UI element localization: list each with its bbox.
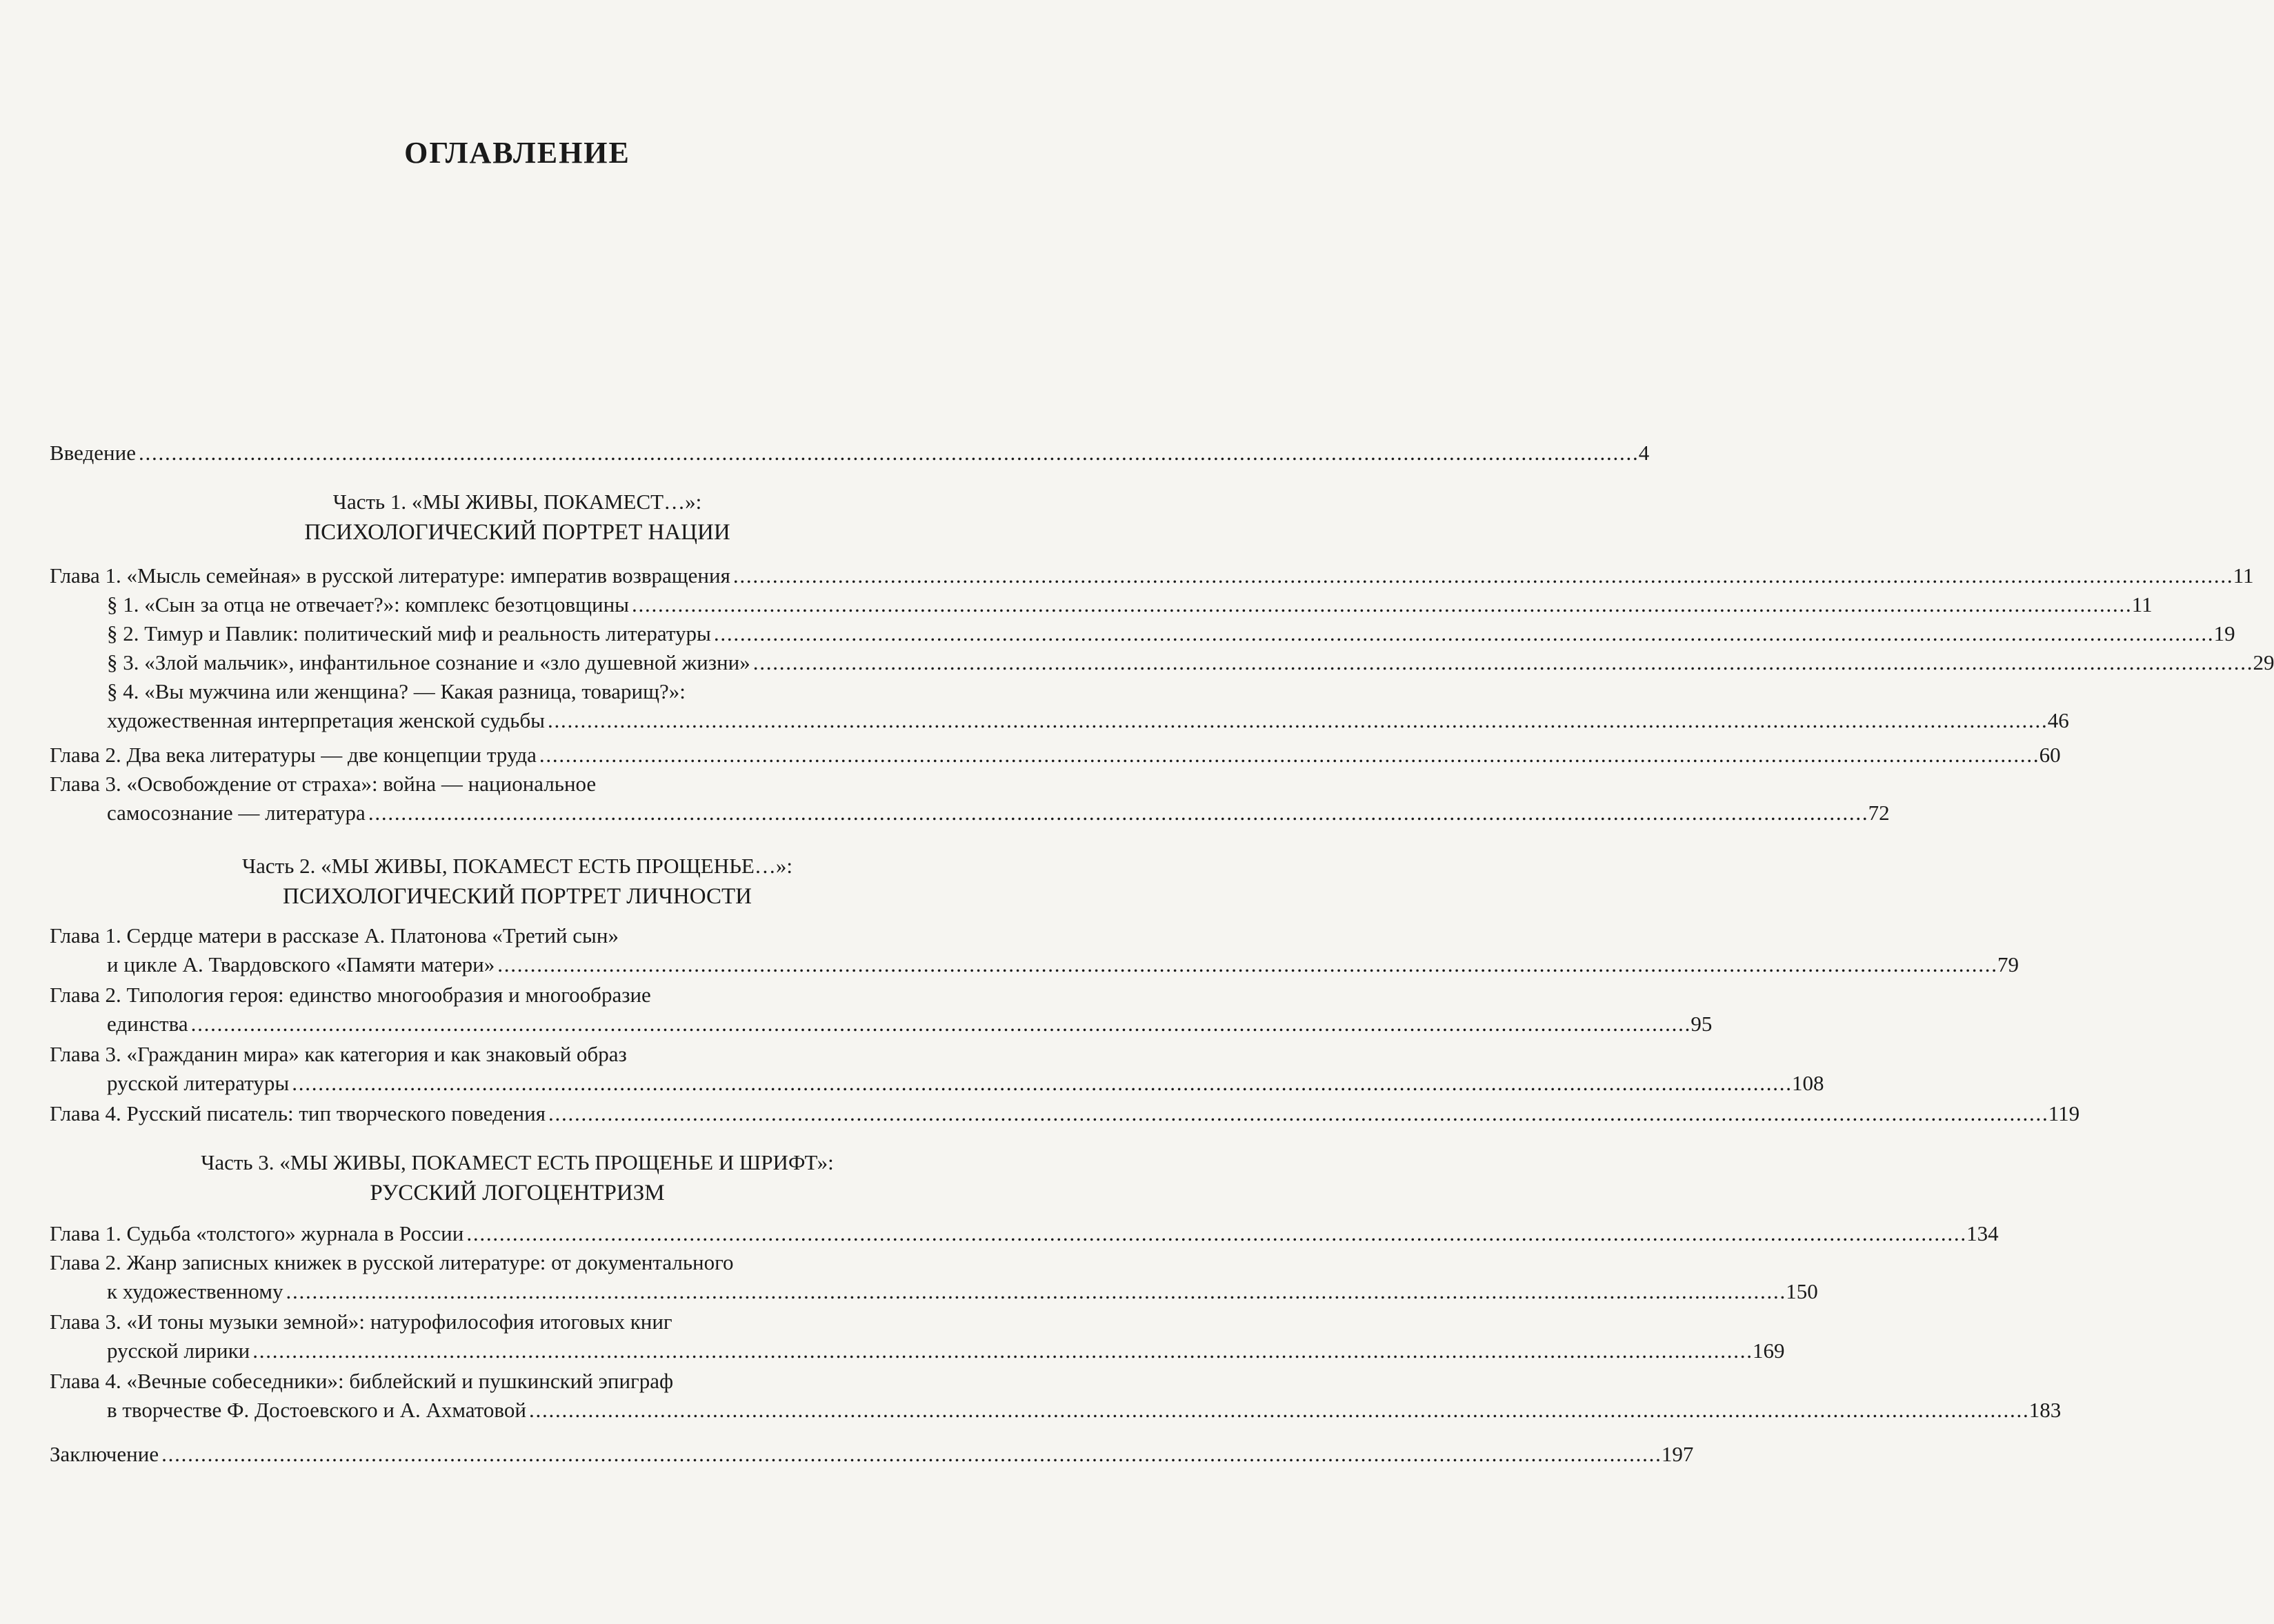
- leader-dots: [714, 619, 2211, 648]
- leader-dots: [286, 1277, 1783, 1306]
- entry-label: § 1. «Сын за отца не отвечает?»: комплекс безотцовщины: [107, 592, 629, 616]
- toc-entry-conclusion: [50, 1440, 1694, 1469]
- toc-entry-part1-s1: [107, 590, 2153, 619]
- toc-entry-part1-ch2: [50, 741, 2061, 770]
- leader-dots: [529, 1396, 2026, 1425]
- toc-entry-part1-ch3: [50, 770, 1890, 828]
- part-1-heading: [0, 487, 1035, 548]
- toc-entry-part3-ch4: [50, 1367, 2062, 1425]
- page-title: ОГЛАВЛЕНИЕ: [404, 136, 630, 170]
- entry-label: художественная интерпретация женской судьбы: [107, 708, 545, 732]
- leader-dots: [368, 799, 1866, 828]
- entry-label-line1: Глава 2. Жанр записных книжек в русской литературе: от документального: [50, 1250, 734, 1274]
- entry-label: Заключение: [50, 1442, 159, 1466]
- leader-dots: [466, 1219, 1964, 1248]
- part-2-heading: [0, 851, 1035, 912]
- entry-label-line1: Глава 3. «Освобождение от страха»: война — национальное: [50, 772, 597, 796]
- entry-label: и цикле А. Твардовского «Памяти матери»: [107, 952, 495, 976]
- leader-dots: [539, 741, 2037, 770]
- entry-page: 197: [1661, 1442, 1694, 1466]
- toc-entry-intro: [50, 439, 1650, 468]
- entry-page: 108: [1791, 1071, 1824, 1095]
- entry-page: 4: [1638, 441, 1650, 465]
- part-2-title: Часть 2. «МЫ ЖИВЫ, ПОКАМЕСТ ЕСТЬ ПРОЩЕНЬЕ…»:: [242, 854, 792, 878]
- leader-dots: [548, 1099, 2046, 1128]
- entry-page: 19: [2213, 621, 2235, 645]
- entry-label: Глава 4. Русский писатель: тип творческого поведения: [50, 1101, 546, 1125]
- toc-entry-part1-s3: [107, 648, 2274, 677]
- entry-label: к художественному: [107, 1279, 283, 1303]
- leader-dots: [632, 590, 2129, 619]
- toc-entry-part3-ch1: [50, 1219, 1999, 1248]
- leader-dots: [191, 1010, 1688, 1039]
- entry-label: русской лирики: [107, 1339, 250, 1363]
- toc-entry-part1-ch1: [50, 561, 2254, 590]
- entry-label: § 2. Тимур и Павлик: политический миф и реальность литературы: [107, 621, 711, 645]
- toc-entry-part1-s4: [107, 677, 2069, 735]
- entry-label: русской литературы: [107, 1071, 290, 1095]
- part-3-subtitle: РУССКИЙ ЛОГОЦЕНТРИЗМ: [370, 1181, 665, 1205]
- entry-label: Введение: [50, 441, 136, 465]
- leader-dots: [161, 1440, 1659, 1469]
- leader-dots: [753, 648, 2251, 677]
- entry-label: единства: [107, 1012, 188, 1036]
- entry-page: 119: [2048, 1101, 2080, 1125]
- toc-entry-part3-ch2: [50, 1248, 1818, 1306]
- toc-entry-part2-ch2: [50, 981, 1713, 1039]
- entry-label: самосознание — литература: [107, 801, 366, 825]
- entry-label-line1: Глава 2. Типология героя: единство многообразия и многообразие: [50, 983, 651, 1007]
- toc-entry-part3-ch3: [50, 1307, 1785, 1365]
- leader-dots: [139, 439, 1636, 468]
- entry-page: 60: [2039, 743, 2061, 767]
- part-2-subtitle: ПСИХОЛОГИЧЕСКИЙ ПОРТРЕТ ЛИЧНОСТИ: [283, 884, 752, 909]
- entry-page: 11: [2233, 563, 2254, 588]
- entry-label: Глава 1. Судьба «толстого» журнала в России: [50, 1221, 464, 1245]
- entry-label: в творчестве Ф. Достоевского и А. Ахматовой: [107, 1398, 526, 1422]
- entry-label-line1: Глава 1. Сердце матери в рассказе А. Платонова «Третий сын»: [50, 923, 619, 948]
- part-3-heading: [0, 1147, 1035, 1208]
- leader-dots: [497, 950, 1995, 979]
- part-1-subtitle: ПСИХОЛОГИЧЕСКИЙ ПОРТРЕТ НАЦИИ: [304, 520, 730, 545]
- leader-dots: [292, 1069, 1789, 1098]
- entry-label-line1: § 4. «Вы мужчина или женщина? — Какая разница, товарищ?»:: [107, 679, 686, 703]
- toc-entry-part1-s2: [107, 619, 2235, 648]
- entry-label-line1: Глава 3. «Гражданин мира» как категория и как знаковый образ: [50, 1042, 627, 1066]
- entry-page: 11: [2131, 592, 2153, 616]
- entry-page: 46: [2047, 708, 2069, 732]
- entry-page: 169: [1753, 1339, 1785, 1363]
- entry-page: 95: [1690, 1012, 1713, 1036]
- entry-label-line1: Глава 4. «Вечные собеседники»: библейский и пушкинский эпиграф: [50, 1369, 674, 1393]
- part-1-title: Часть 1. «МЫ ЖИВЫ, ПОКАМЕСТ…»:: [332, 490, 702, 514]
- entry-page: 29: [2253, 650, 2274, 674]
- toc-entry-part2-ch3: [50, 1040, 1824, 1098]
- toc-entry-part2-ch1: [50, 921, 2019, 979]
- leader-dots: [252, 1336, 1750, 1365]
- entry-page: 183: [2028, 1398, 2062, 1422]
- entry-label: § 3. «Злой мальчик», инфантильное сознание и «зло душевной жизни»: [107, 650, 750, 674]
- entry-label: Глава 2. Два века литературы — две концепции труда: [50, 743, 537, 767]
- entry-page: 79: [1997, 952, 2019, 976]
- entry-label: Глава 1. «Мысль семейная» в русской литературе: императив возвращения: [50, 563, 730, 588]
- leader-dots: [548, 706, 2045, 735]
- part-3-title: Часть 3. «МЫ ЖИВЫ, ПОКАМЕСТ ЕСТЬ ПРОЩЕНЬЕ И ШРИФТ»:: [201, 1150, 834, 1174]
- entry-label-line1: Глава 3. «И тоны музыки земной»: натурофилософия итоговых книг: [50, 1310, 672, 1334]
- leader-dots: [733, 561, 2231, 590]
- entry-page: 150: [1786, 1279, 1818, 1303]
- entry-page: 72: [1868, 801, 1890, 825]
- entry-page: 134: [1966, 1221, 1999, 1245]
- toc-entry-part2-ch4: [50, 1099, 2080, 1128]
